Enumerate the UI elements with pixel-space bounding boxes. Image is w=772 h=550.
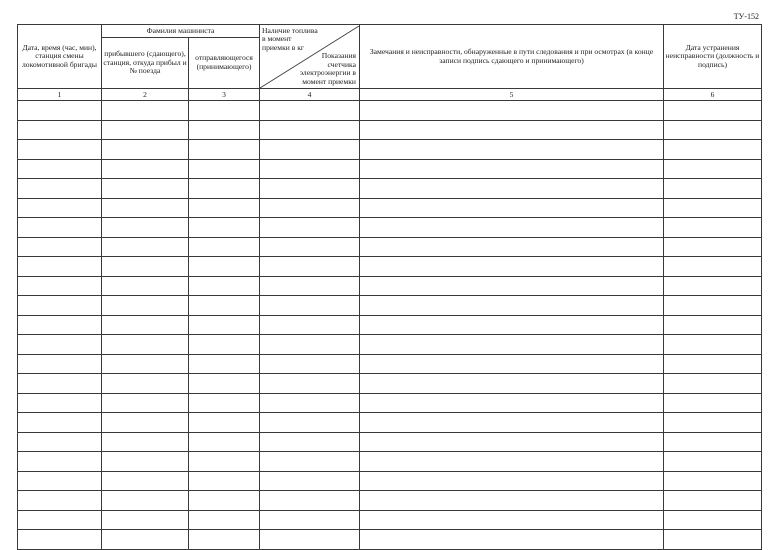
entry-cell[interactable] xyxy=(260,198,360,218)
entry-cell[interactable] xyxy=(360,237,664,257)
entry-cell[interactable] xyxy=(102,335,189,355)
entry-cell[interactable] xyxy=(18,452,102,472)
entry-cell[interactable] xyxy=(664,393,762,413)
entry-cell[interactable] xyxy=(18,471,102,491)
entry-cell[interactable] xyxy=(664,374,762,394)
entry-cell[interactable] xyxy=(189,198,260,218)
entry-cell[interactable] xyxy=(18,335,102,355)
entry-cell[interactable] xyxy=(360,491,664,511)
entry-cell[interactable] xyxy=(18,432,102,452)
entry-cell[interactable] xyxy=(260,413,360,433)
entry-cell[interactable] xyxy=(260,335,360,355)
table-row xyxy=(18,218,762,238)
entry-cell[interactable] xyxy=(189,530,260,550)
entry-cell[interactable] xyxy=(102,218,189,238)
entry-cell[interactable] xyxy=(189,140,260,160)
header-energy-meter: Показания счетчика электроэнергии в момент приемки xyxy=(299,51,356,86)
entry-cell[interactable] xyxy=(664,471,762,491)
entry-cell[interactable] xyxy=(664,198,762,218)
entry-cell[interactable] xyxy=(260,452,360,472)
entry-cell[interactable] xyxy=(102,374,189,394)
entry-cell[interactable] xyxy=(664,296,762,316)
entry-cell[interactable] xyxy=(18,530,102,550)
entry-cell[interactable] xyxy=(260,276,360,296)
journal-sheet xyxy=(17,24,761,524)
table-row xyxy=(18,198,762,218)
entry-cell[interactable] xyxy=(360,101,664,121)
entry-cell[interactable] xyxy=(260,257,360,277)
entry-cell[interactable] xyxy=(664,179,762,199)
header-fuel-meter xyxy=(260,25,360,89)
entry-cell[interactable] xyxy=(260,140,360,160)
header-departing-driver: отправляющегося (принимающего) xyxy=(189,38,260,89)
entry-cell[interactable] xyxy=(360,374,664,394)
entry-cell[interactable] xyxy=(664,315,762,335)
entry-cell[interactable] xyxy=(18,374,102,394)
entry-cell[interactable] xyxy=(189,101,260,121)
entry-cell[interactable] xyxy=(18,159,102,179)
entry-cell[interactable] xyxy=(102,120,189,140)
column-number: 3 xyxy=(189,89,260,101)
entry-cell[interactable] xyxy=(189,491,260,511)
entry-cell[interactable] xyxy=(102,491,189,511)
table-row xyxy=(18,510,762,530)
entry-cell[interactable] xyxy=(360,510,664,530)
header-datetime-station: Дата, время (час, мин), станция смены локомотивной бригады xyxy=(18,25,102,89)
entry-cell[interactable] xyxy=(102,276,189,296)
entry-cell[interactable] xyxy=(18,296,102,316)
entry-cell[interactable] xyxy=(360,335,664,355)
entry-cell[interactable] xyxy=(664,510,762,530)
entry-cell[interactable] xyxy=(102,315,189,335)
entry-cell[interactable] xyxy=(102,257,189,277)
entry-cell[interactable] xyxy=(18,257,102,277)
entry-cell[interactable] xyxy=(360,452,664,472)
entry-cell[interactable] xyxy=(189,510,260,530)
entry-cell[interactable] xyxy=(360,159,664,179)
entry-cell[interactable] xyxy=(189,413,260,433)
header-remarks: Замечания и неисправности, обнаруженные в пути следования и при осмотрах (в конце записи подпись сдающего и принимающего) xyxy=(360,25,664,89)
entry-cell[interactable] xyxy=(360,530,664,550)
column-number: 5 xyxy=(360,89,664,101)
entry-cell[interactable] xyxy=(102,452,189,472)
entry-cell[interactable] xyxy=(360,393,664,413)
entry-cell[interactable] xyxy=(664,101,762,121)
entry-cell[interactable] xyxy=(189,237,260,257)
entry-cell[interactable] xyxy=(260,218,360,238)
table-row xyxy=(18,257,762,277)
table-row xyxy=(18,393,762,413)
entry-cell[interactable] xyxy=(189,374,260,394)
entry-cell[interactable] xyxy=(260,315,360,335)
entry-cell[interactable] xyxy=(18,237,102,257)
entry-cell[interactable] xyxy=(360,218,664,238)
entry-cell[interactable] xyxy=(260,530,360,550)
column-number: 4 xyxy=(260,89,360,101)
table-row xyxy=(18,452,762,472)
entry-cell[interactable] xyxy=(18,393,102,413)
entry-cell[interactable] xyxy=(664,452,762,472)
entry-cell[interactable] xyxy=(260,120,360,140)
entry-cell[interactable] xyxy=(189,218,260,238)
entry-cell[interactable] xyxy=(664,120,762,140)
entry-cell[interactable] xyxy=(360,354,664,374)
entry-cell[interactable] xyxy=(360,432,664,452)
table-row xyxy=(18,179,762,199)
entry-cell[interactable] xyxy=(189,296,260,316)
entry-cell[interactable] xyxy=(18,218,102,238)
entry-cell[interactable] xyxy=(18,276,102,296)
entry-cell[interactable] xyxy=(260,159,360,179)
header-repair-date: Дата устранения неисправности (должность и подпись) xyxy=(664,25,762,89)
entry-cell[interactable] xyxy=(102,296,189,316)
entry-cell[interactable] xyxy=(664,218,762,238)
entry-cell[interactable] xyxy=(102,159,189,179)
entry-cell[interactable] xyxy=(360,276,664,296)
entry-cell[interactable] xyxy=(360,471,664,491)
entry-cell[interactable] xyxy=(664,530,762,550)
table-row xyxy=(18,276,762,296)
entry-cell[interactable] xyxy=(102,510,189,530)
table-row xyxy=(18,159,762,179)
entry-cell[interactable] xyxy=(360,413,664,433)
entry-cell[interactable] xyxy=(102,413,189,433)
entry-cell[interactable] xyxy=(260,101,360,121)
entry-cell[interactable] xyxy=(18,198,102,218)
entry-cell[interactable] xyxy=(664,237,762,257)
entry-cell[interactable] xyxy=(189,354,260,374)
entry-cell[interactable] xyxy=(189,120,260,140)
entry-cell[interactable] xyxy=(189,257,260,277)
entry-cell[interactable] xyxy=(189,335,260,355)
entry-cell[interactable] xyxy=(102,198,189,218)
entry-cell[interactable] xyxy=(664,413,762,433)
entry-cell[interactable] xyxy=(260,393,360,413)
column-number: 2 xyxy=(102,89,189,101)
entry-cell[interactable] xyxy=(260,471,360,491)
entry-cell[interactable] xyxy=(18,179,102,199)
entry-cell[interactable] xyxy=(260,510,360,530)
column-number: 1 xyxy=(18,89,102,101)
entry-cell[interactable] xyxy=(189,315,260,335)
entry-cell[interactable] xyxy=(360,296,664,316)
entry-cell[interactable] xyxy=(102,471,189,491)
table-row xyxy=(18,296,762,316)
table-row xyxy=(18,101,762,121)
entry-cell[interactable] xyxy=(360,140,664,160)
entry-cell[interactable] xyxy=(102,354,189,374)
entry-cell[interactable] xyxy=(664,257,762,277)
entry-cell[interactable] xyxy=(189,159,260,179)
entry-cell[interactable] xyxy=(664,335,762,355)
column-number-row xyxy=(18,89,762,101)
entry-cell[interactable] xyxy=(664,276,762,296)
entry-cell[interactable] xyxy=(189,179,260,199)
entry-cell[interactable] xyxy=(102,237,189,257)
entry-cell[interactable] xyxy=(102,432,189,452)
entry-cell[interactable] xyxy=(260,179,360,199)
table-row xyxy=(18,237,762,257)
header-driver-name: Фамилия машиниста xyxy=(102,25,260,38)
table-row xyxy=(18,374,762,394)
header-fuel-amount: Наличие топлива в момент приемки в кг xyxy=(262,25,318,52)
table-row xyxy=(18,471,762,491)
table-row xyxy=(18,530,762,550)
form-code: ТУ-152 xyxy=(733,12,759,21)
table-row xyxy=(18,413,762,433)
entry-cell[interactable] xyxy=(102,140,189,160)
table-row xyxy=(18,335,762,355)
entry-cell[interactable] xyxy=(18,510,102,530)
entry-cell[interactable] xyxy=(18,140,102,160)
entry-cell[interactable] xyxy=(664,432,762,452)
entry-cell[interactable] xyxy=(18,101,102,121)
entry-cell[interactable] xyxy=(260,374,360,394)
table-row xyxy=(18,354,762,374)
entry-cell[interactable] xyxy=(18,354,102,374)
entry-cell[interactable] xyxy=(18,315,102,335)
journal-table xyxy=(17,24,762,550)
column-number: 6 xyxy=(664,89,762,101)
entry-cell[interactable] xyxy=(260,354,360,374)
table-row xyxy=(18,315,762,335)
entry-cell[interactable] xyxy=(102,101,189,121)
entry-cell[interactable] xyxy=(102,530,189,550)
entry-cell[interactable] xyxy=(189,432,260,452)
entry-cell[interactable] xyxy=(189,471,260,491)
header-arriving-driver: прибывшего (сдающего), станция, откуда прибыл и № поезда xyxy=(102,38,189,89)
table-row xyxy=(18,120,762,140)
entry-cell[interactable] xyxy=(360,198,664,218)
entry-cell[interactable] xyxy=(260,296,360,316)
entry-cell[interactable] xyxy=(664,354,762,374)
entry-cell[interactable] xyxy=(18,120,102,140)
entry-cell[interactable] xyxy=(18,413,102,433)
entry-cell[interactable] xyxy=(260,237,360,257)
entry-cell[interactable] xyxy=(102,179,189,199)
table-row xyxy=(18,491,762,511)
entry-cell[interactable] xyxy=(360,179,664,199)
entry-cell[interactable] xyxy=(18,491,102,511)
table-row xyxy=(18,432,762,452)
entry-cell[interactable] xyxy=(360,120,664,140)
entry-cell[interactable] xyxy=(664,159,762,179)
entry-cell[interactable] xyxy=(664,491,762,511)
table-row xyxy=(18,140,762,160)
entry-cell[interactable] xyxy=(360,257,664,277)
entry-cell[interactable] xyxy=(360,315,664,335)
entry-cell[interactable] xyxy=(189,276,260,296)
entry-cell[interactable] xyxy=(189,393,260,413)
entry-cell[interactable] xyxy=(260,491,360,511)
entry-cell[interactable] xyxy=(102,393,189,413)
entry-cell[interactable] xyxy=(260,432,360,452)
entry-cell[interactable] xyxy=(189,452,260,472)
entry-cell[interactable] xyxy=(664,140,762,160)
